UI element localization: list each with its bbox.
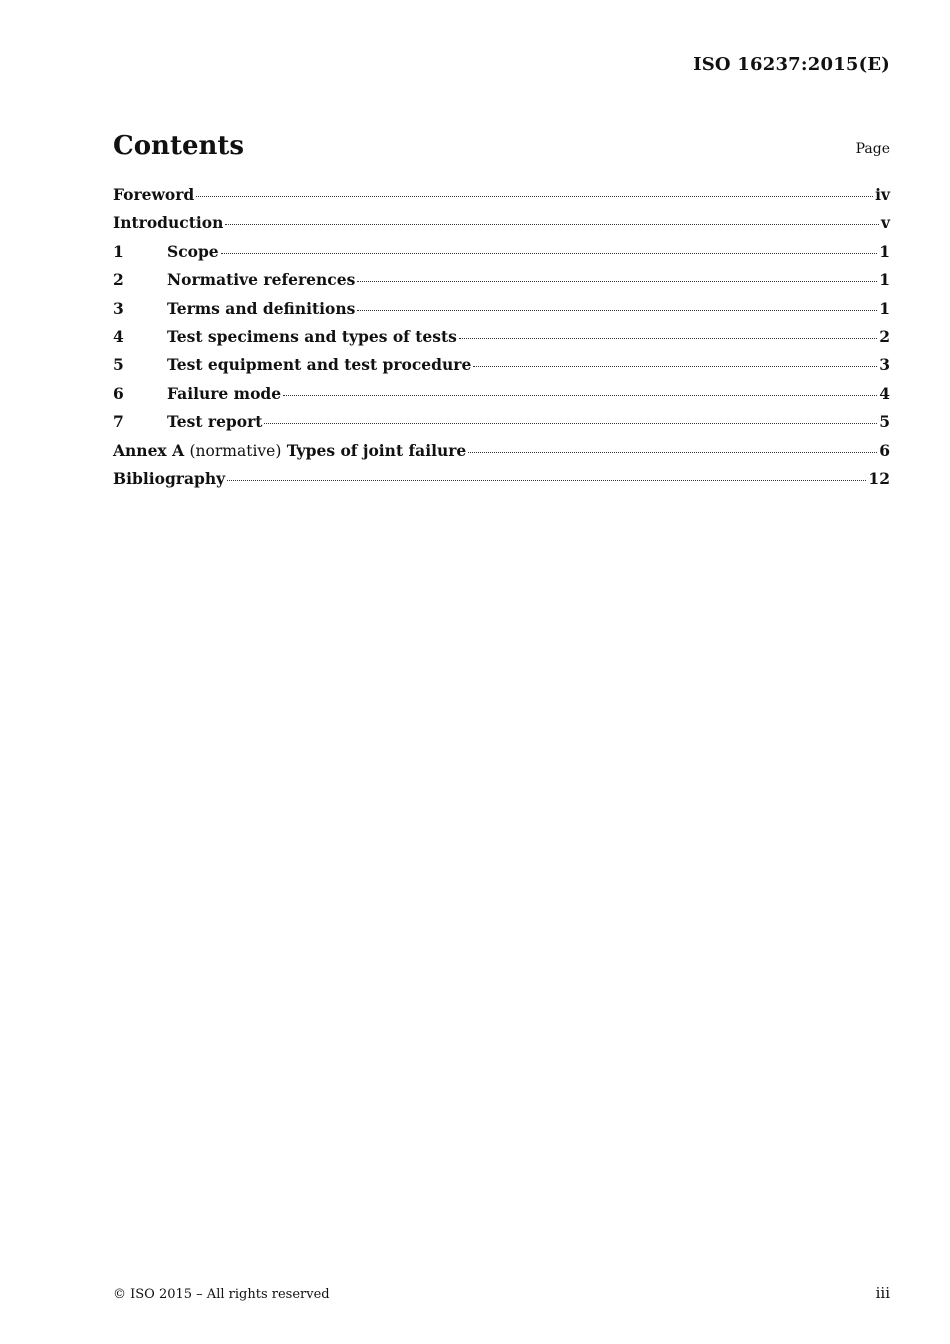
toc-entry-title: Normative references [167, 270, 356, 290]
toc-entry-number: 5 [113, 355, 124, 375]
toc-dot-leader [225, 224, 879, 225]
toc-entry-title: Test report [167, 412, 263, 432]
toc-entry-page: 6 [879, 440, 890, 460]
annex-title: Types of joint failure [286, 440, 467, 460]
toc-dot-leader [227, 480, 866, 481]
toc-entry-annex-a[interactable] [113, 441, 890, 469]
toc-entry-page: 12 [868, 468, 890, 488]
toc-entry-title: Bibliography [113, 468, 226, 488]
toc-dot-leader [221, 253, 878, 254]
toc-entry-title: Test specimens and types of tests [167, 326, 457, 346]
contents-title: Contents [113, 131, 245, 161]
toc-entry-foreword[interactable] [113, 185, 890, 213]
toc-entry-number: 7 [113, 412, 124, 432]
toc-entry-number: 3 [113, 298, 124, 318]
toc-entry-page: iv [875, 185, 890, 204]
footer-page-number: iii [875, 1284, 890, 1302]
toc-entry-page: 5 [879, 412, 890, 432]
toc-dot-leader [468, 452, 877, 453]
document-id: ISO 16237:2015(E) [693, 54, 890, 75]
toc-entry-title: Introduction [113, 213, 224, 233]
toc-entry-page: 1 [879, 270, 890, 290]
annex-type: (normative) [189, 441, 282, 460]
toc-entry-title: Terms and definitions [167, 298, 356, 318]
toc-entry-number: 1 [113, 241, 124, 261]
table-of-contents [113, 185, 890, 497]
toc-dot-leader [357, 281, 877, 282]
toc-entry-page: 1 [879, 298, 890, 318]
toc-entry-title: Foreword [113, 185, 195, 204]
footer-copyright: © ISO 2015 – All rights reserved [113, 1287, 330, 1302]
annex-label: Annex A [113, 440, 185, 460]
toc-entry-failure-mode[interactable] [113, 384, 890, 412]
toc-entry-title: Scope [167, 241, 219, 261]
toc-dot-leader [196, 196, 873, 197]
toc-entry-test-specimens[interactable] [113, 327, 890, 355]
toc-entry-normative-references[interactable] [113, 270, 890, 298]
toc-dot-leader [283, 395, 877, 396]
toc-entry-number: 4 [113, 326, 124, 346]
toc-entry-number: 6 [113, 383, 124, 403]
toc-entry-page: 3 [879, 355, 890, 375]
toc-entry-page: 1 [879, 241, 890, 261]
toc-entry-scope[interactable] [113, 242, 890, 270]
toc-dot-leader [459, 338, 877, 339]
toc-entry-page: 2 [879, 326, 890, 346]
toc-entry-title [113, 441, 466, 460]
page-column-label: Page [855, 141, 890, 157]
toc-entry-page: 4 [879, 383, 890, 403]
toc-entry-terms-and-definitions[interactable] [113, 299, 890, 327]
toc-dot-leader [264, 423, 877, 424]
toc-entry-bibliography[interactable] [113, 469, 890, 497]
toc-entry-title: Test equipment and test procedure [167, 355, 472, 375]
toc-dot-leader [357, 310, 877, 311]
toc-entry-title: Failure mode [167, 383, 282, 403]
contents-header [113, 131, 890, 167]
toc-entry-page: v [880, 213, 890, 233]
toc-entry-number: 2 [113, 270, 124, 290]
toc-dot-leader [473, 366, 877, 367]
toc-entry-introduction[interactable] [113, 213, 890, 241]
toc-entry-test-equipment[interactable] [113, 355, 890, 383]
toc-entry-test-report[interactable] [113, 412, 890, 440]
